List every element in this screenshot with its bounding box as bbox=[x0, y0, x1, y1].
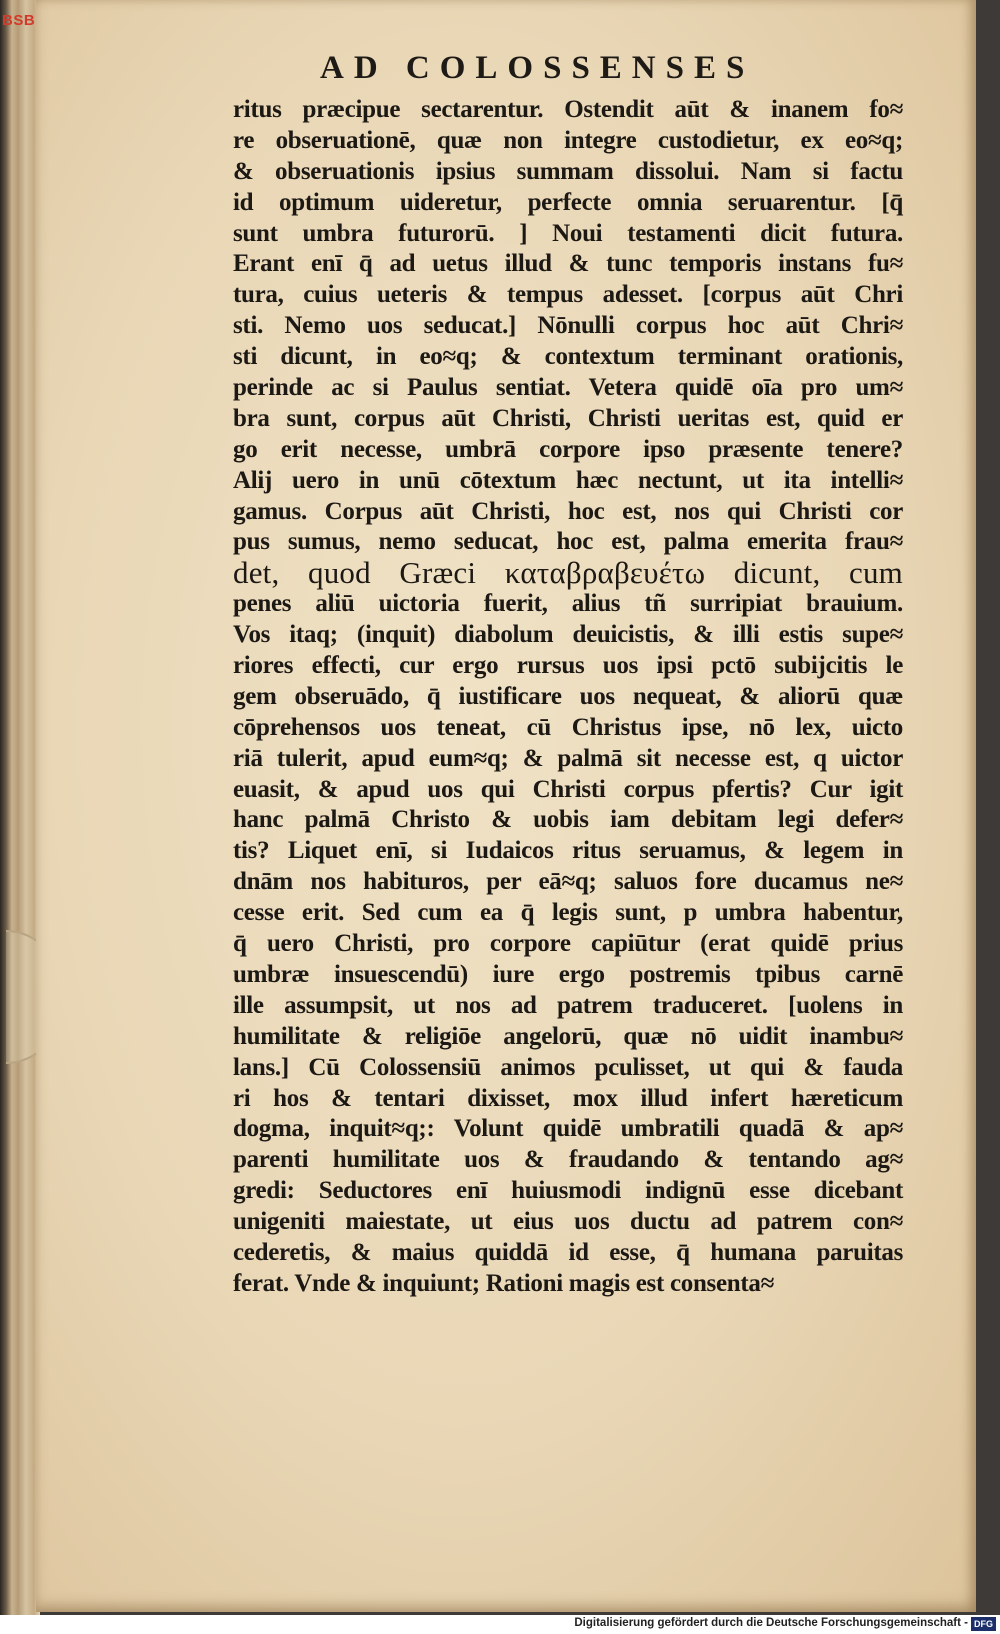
text-line: umbræ insuescendū) iure ergo postremis tpibus carnē bbox=[233, 960, 903, 988]
text-line: bra sunt, corpus aūt Christi, Christi ueritas est, quid er bbox=[233, 404, 903, 432]
text-line: riores effecti, cur ergo rursus uos ipsi pctō subijcitis le bbox=[233, 652, 903, 680]
text-line: Vos itaq; (inquit) diabolum deuicistis, & illi estis supe≈ bbox=[233, 621, 903, 649]
text-line: gredi: Seductores enī huiusmodi indignū esse dicebant bbox=[233, 1177, 903, 1205]
text-line: cōprehensos uos teneat, cū Christus ipse, nō lex, uicto bbox=[233, 713, 903, 741]
text-line: tis? Liquet enī, si Iudaicos ritus seruamus, & legem in bbox=[233, 837, 903, 865]
text-line: dnām nos habituros, per eā≈q; saluos fore ducamus ne≈ bbox=[233, 868, 903, 896]
library-stamp: BSB bbox=[2, 12, 36, 29]
text-line: q̄ uero Christi, pro corpore capiūtur (erat quidē prius bbox=[233, 930, 903, 958]
text-line: det, quod Græci καταβραβευέτω dicunt, cum bbox=[233, 555, 903, 591]
text-line: euasit, & apud uos qui Christi corpus pfertis? Cur igit bbox=[233, 775, 903, 803]
text-line: perinde ac si Paulus sentiat. Vetera quidē oīa pro um≈ bbox=[233, 374, 903, 402]
text-line: ille assumpsit, ut nos ad patrem traduceret. [uolens in bbox=[233, 991, 903, 1019]
text-line: gamus. Corpus aūt Christi, hoc est, nos qui Christi cor bbox=[233, 497, 903, 525]
text-line: id optimum uideretur, perfecte omnia seruarentur. [q̄ bbox=[233, 188, 903, 216]
text-line: lans.] Cū Colossensiū animos pculisset, ut qui & fauda bbox=[233, 1053, 903, 1081]
text-line: tura, cuius ueteris & tempus adesset. [corpus aūt Chri bbox=[233, 281, 903, 309]
text-line: re obseruationē, quæ non integre custodietur, ex eo≈q; bbox=[233, 126, 903, 154]
text-line: pus sumus, nemo seducat, hoc est, palma emerita frau≈ bbox=[233, 528, 903, 556]
text-line: Alij uero in unū cōtextum hæc nectunt, ut ita intelli≈ bbox=[233, 466, 903, 494]
text-line: ri hos & tentari dixisset, mox illud infert hæreticum bbox=[233, 1084, 903, 1112]
text-line: dogma, inquit≈q;: Volunt quidē umbratili quadā & ap≈ bbox=[233, 1115, 903, 1143]
text-line: & obseruationis ipsius summam dissolui. Nam si factu bbox=[233, 157, 903, 185]
text-line: sti dicunt, in eo≈q; & contextum terminant orationis, bbox=[233, 343, 903, 371]
funding-credit: Digitalisierung gefördert durch die Deutsche Forschungsgemeinschaft - bbox=[574, 1617, 968, 1629]
text-line: ferat. Vnde & inquiunt; Rationi magis est consenta≈ bbox=[233, 1269, 775, 1297]
text-line: sunt umbra futurorū. ] Noui testamenti dicit futura. bbox=[233, 219, 903, 247]
text-line: riā tulerit, apud eum≈q; & palmā sit necesse est, q uictor bbox=[233, 744, 903, 772]
text-line: cesse erit. Sed cum ea q̄ legis sunt, p umbra habentur, bbox=[233, 899, 903, 927]
text-line: gem obseruādo, q̄ iustificare uos nequeat, & aliorū quæ bbox=[233, 682, 903, 710]
body-text bbox=[233, 95, 933, 1300]
dfg-logo: DFG bbox=[971, 1617, 996, 1631]
text-line: go erit necesse, umbrā corpore ipso præsente tenere? bbox=[233, 435, 903, 463]
text-line: Erant enī q̄ ad uetus illud & tunc temporis instans fu≈ bbox=[233, 250, 903, 278]
text-line: penes aliū uictoria fuerit, alius tñ surripiat brauium. bbox=[233, 590, 903, 618]
running-head: AD COLOSSENSES bbox=[320, 50, 755, 86]
text-line: ritus præcipue sectarentur. Ostendit aūt & inanem fo≈ bbox=[233, 96, 903, 123]
text-line: cederetis, & maius quiddā id esse, q̄ humana paruitas bbox=[233, 1238, 903, 1266]
text-line: humilitate & religiōe angelorū, quæ nō uidit inambu≈ bbox=[233, 1022, 903, 1050]
text-line: hanc palmā Christo & uobis iam debitam legi defer≈ bbox=[233, 806, 903, 834]
book-page-edges bbox=[0, 0, 40, 1615]
text-line: parenti humilitate uos & fraudando & tentando ag≈ bbox=[233, 1146, 903, 1174]
text-line: unigeniti maiestate, ut eius uos ductu ad patrem con≈ bbox=[233, 1208, 903, 1236]
text-line: sti. Nemo uos seducat.] Nōnulli corpus hoc aūt Chri≈ bbox=[233, 312, 903, 340]
